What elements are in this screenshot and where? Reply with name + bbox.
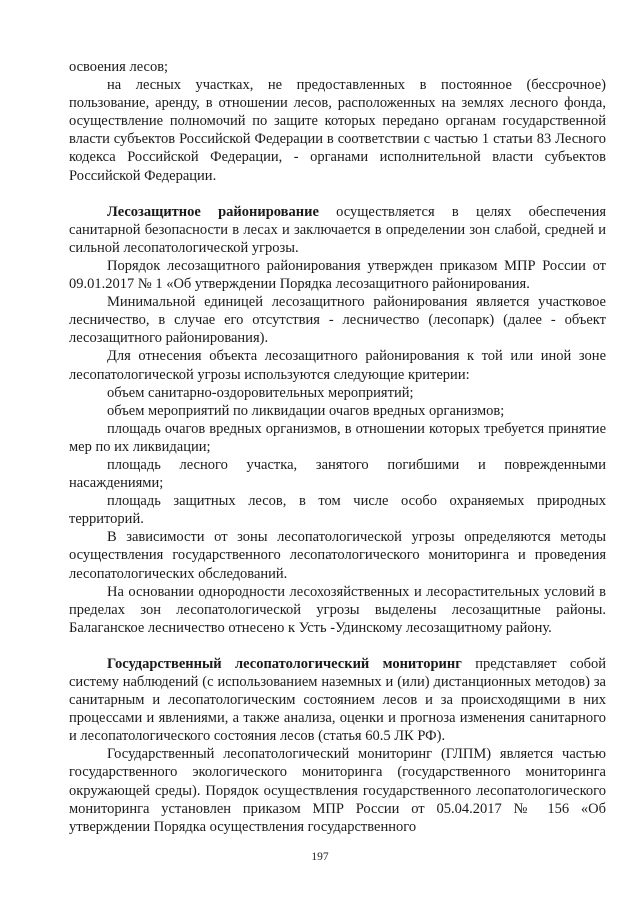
paragraph-13: На основании однородности лесохозяйственных и лесорастительных условий в пределах зон лесопатологической угрозы выделены лесозащитные районы. Балаганское лесничество отнесено к Усть -Удинскому лесозащитному району.: [69, 583, 606, 636]
term-monitoring: Государственный лесопатологический мониторинг: [107, 655, 462, 672]
paragraph-4: Порядок лесозащитного районирования утвержден приказом МПР России от 09.01.2017 № 1 «Об утверждении Порядка лесозащитного районирования.: [69, 257, 606, 293]
criteria-item-3: площадь очагов вредных организмов, в отношении которых требуется принятие мер по их ликвидации;: [69, 420, 606, 455]
section-gap: [69, 185, 606, 203]
criteria-item-1: объем санитарно-оздоровительных мероприятий;: [107, 384, 414, 401]
document-page: [69, 58, 606, 836]
criteria-item-5: площадь защитных лесов, в том числе особо охраняемых природных территорий.: [69, 493, 606, 528]
paragraph-forest-zoning-text: осуществляется в целях обеспечения санитарной безопасности в лесах и заключается в определении зон слабой, средней и сильной лесопатологической угрозы.: [69, 203, 606, 256]
criteria-item-4: площадь лесного участка, занятого погибшими и поврежденными насаждениями;: [69, 456, 606, 492]
paragraph-15: Государственный лесопатологический мониторинг (ГЛПМ) является частью государственного экологического мониторинга (государственного мониторинга окружающей среды). Порядок осуществления государственного лесопатологического мониторинга установлен приказом МПР России от 05.04.2017 № 156 «Об утверждении Порядка осуществления государственного: [69, 746, 606, 835]
paragraph-forest-zoning: [69, 203, 606, 257]
term-forest-zoning: Лесозащитное районирование: [107, 203, 319, 220]
paragraph-2: на лесных участках, не предоставленных в постоянное (бессрочное) пользование, аренду, в отношении лесов, расположенных на землях лесного фонда, осуществление полномочий по защите которых передано органам государственной власти субъектов Российской Федерации в соответствии с частью 1 статьи 83 Лесного кодекса Российской Федерации, - органами исполнительной власти субъектов Российской Федерации.: [69, 77, 606, 184]
paragraph-1: освоения лесов;: [69, 59, 169, 75]
paragraph-monitoring: [69, 655, 606, 745]
page-number: 197: [311, 851, 329, 863]
paragraph-12: В зависимости от зоны лесопатологической угрозы определяются методы осуществления государственного лесопатологического мониторинга и проведения лесопатологических обследований.: [69, 529, 606, 582]
criteria-item-2: объем мероприятий по ликвидации очагов вредных организмов;: [107, 402, 505, 419]
paragraph-monitoring-text: представляет собой систему наблюдений (с использованием наземных и (или) дистанционных методов) за санитарным и лесопатологическим состоянием лесов и за происходящими в них процессами и явлениями, а также анализа, оценки и прогноза изменения санитарного и лесопатологического состояния лесов (статья 60.5 ЛК РФ).: [69, 655, 606, 745]
paragraph-6: Для отнесения объекта лесозащитного районирования к той или иной зоне лесопатологической угрозы используются следующие критерии:: [69, 348, 606, 383]
paragraph-5: Минимальной единицей лесозащитного районирования является участковое лесничество, в случае его отсутствия - лесничество (лесопарк) (далее - объект лесозащитного районирования).: [69, 294, 606, 347]
section-gap: [69, 637, 606, 655]
